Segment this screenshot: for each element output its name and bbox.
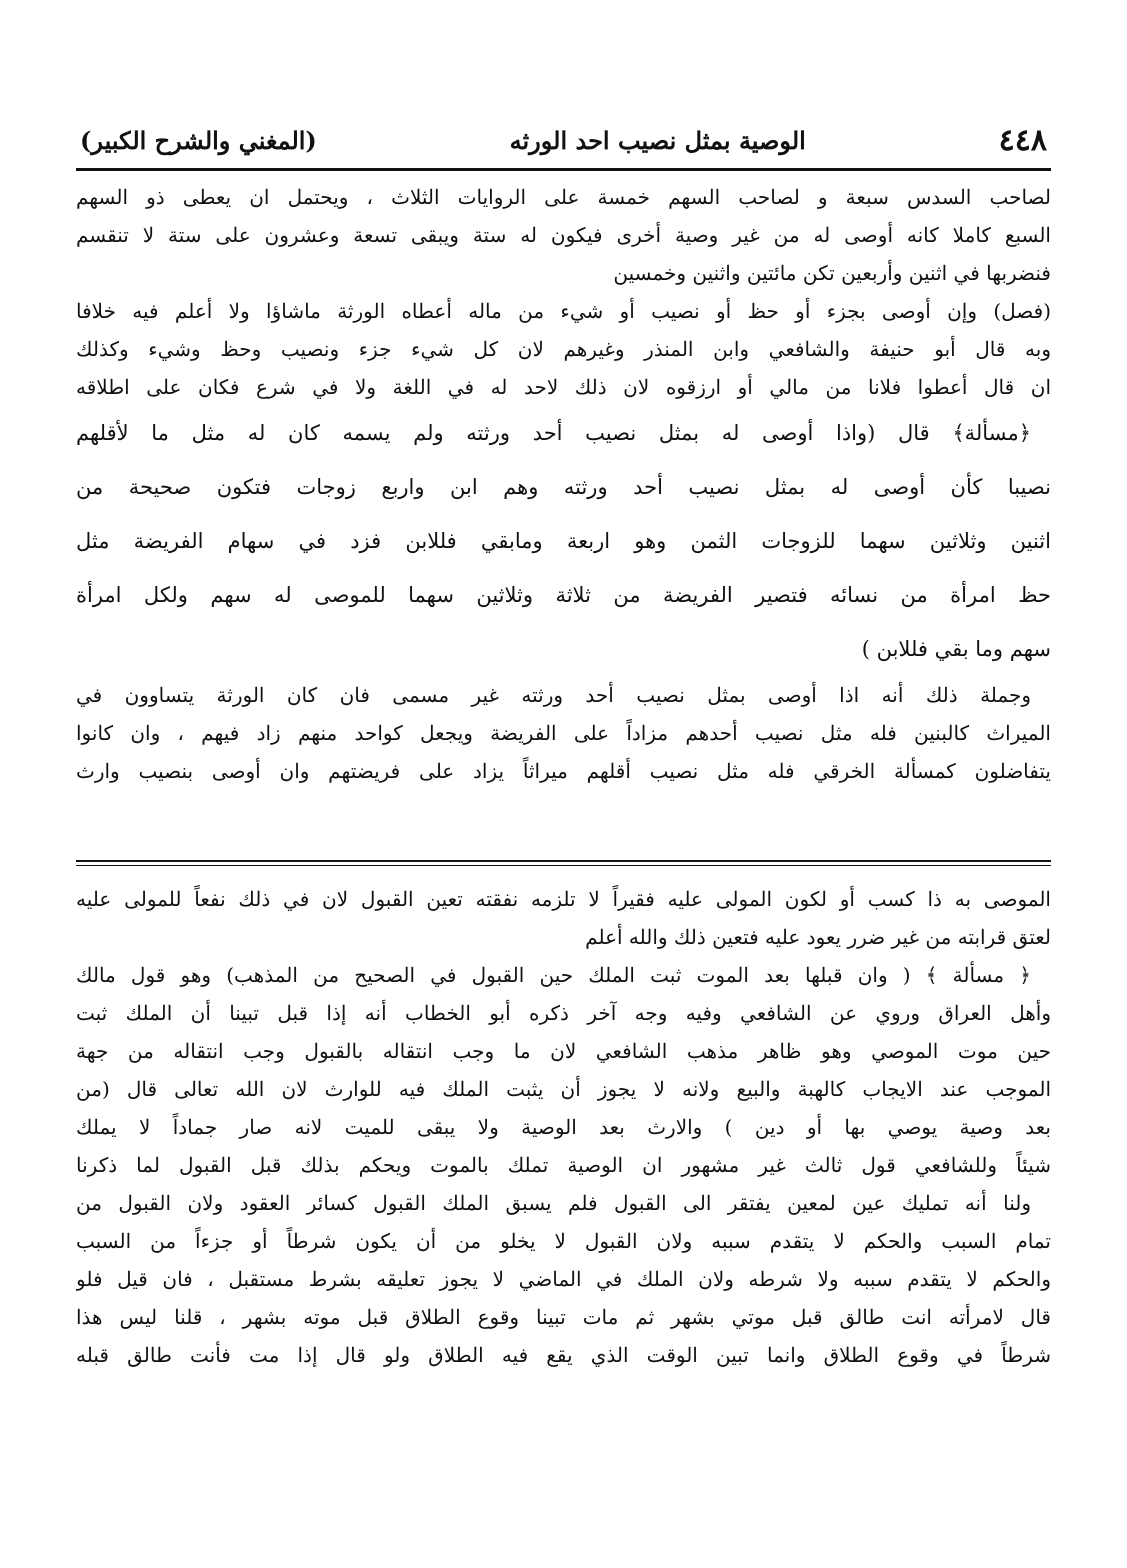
separator-line xyxy=(76,860,1051,862)
text-line: والحكم لا يتقدم سببه ولا شرطه ولان الملك في الماضي لا يجوز تعليقه بشرط مستقبل ، فان قيل فلو xyxy=(76,1267,1051,1291)
text-line: حين موت الموصي وهو ظاهر مذهب الشافعي لان ما وجب انتقاله بالقبول وجب انتقاله من جهة xyxy=(76,1039,1051,1063)
text-line: ﴿ مسألة ﴾ ( وان قبلها بعد الموت ثبت الملك حين القبول في الصحيح من المذهب) وهو قول مالك xyxy=(76,963,1031,987)
page-header xyxy=(80,118,1047,162)
text-line: وأهل العراق وروي عن الشافعي وفيه وجه آخر ذكره أبو الخطاب أنه إذا قبل تبينا أن الملك ثبت xyxy=(76,1001,1051,1025)
book-title: (المغني والشرح الكبير) xyxy=(80,125,317,155)
text-line: حظ امرأة من نسائه فتصير الفريضة من ثلاثة وثلاثين سهما للموصى له سهم ولكل امرأة xyxy=(76,583,1051,607)
text-line: ولنا أنه تمليك عين لمعين يفتقر الى القبول فلم يسبق الملك القبول كسائر العقود ولان القبول من xyxy=(76,1191,1031,1215)
text-line: تمام السبب والحكم لا يتقدم سببه ولان القبول لا يخلو من أن يكون شرطاً أو جزءاً من السبب xyxy=(76,1229,1051,1253)
text-line: فنضربها في اثنين وأربعين تكن مائتين واثنين وخمسين xyxy=(613,261,1051,285)
text-line: وجملة ذلك أنه اذا أوصى بمثل نصيب أحد ورثته غير مسمى فان كان الورثة يتساوون في xyxy=(76,683,1031,707)
text-line: لعتق قرابته من غير ضرر يعود عليه فتعين ذلك والله أعلم xyxy=(585,925,1051,949)
text-line: وبه قال أبو حنيفة والشافعي وابن المنذر وغيرهم لان كل شيء جزء ونصيب وحظ وشيء وكذلك xyxy=(76,337,1051,361)
running-title: الوصية بمثل نصيب احد الورثه xyxy=(509,125,806,155)
text-line: الميراث كالبنين فله مثل نصيب أحدهم مزاداً على الفريضة ويجعل كواحد منهم زاد فيهم ، وان كانوا xyxy=(76,721,1051,745)
header-rule xyxy=(76,168,1051,171)
section-separator xyxy=(76,860,1051,866)
text-line: الموجب عند الايجاب كالهبة والبيع ولانه لا يجوز أن يثبت الملك فيه للوارث لان الله تعالى قال (من xyxy=(76,1077,1051,1101)
text-line: لصاحب السدس سبعة و لصاحب السهم خمسة على الروايات الثلاث ، ويحتمل ان يعطى ذو السهم xyxy=(76,185,1051,209)
page-number: ٤٤٨ xyxy=(998,122,1047,158)
text-line: اثنين وثلاثين سهما للزوجات الثمن وهو اربعة ومابقي فللابن فزد في سهام الفريضة مثل xyxy=(76,529,1051,553)
text-line: نصيبا كأن أوصى له بمثل نصيب أحد ورثته وهم ابن واربع زوجات فتكون صحيحة من xyxy=(76,475,1051,499)
text-line: شيئاً وللشافعي قول ثالث غير مشهور ان الوصية تملك بالموت ويحكم بذلك قبل القبول لما ذكرنا xyxy=(76,1153,1051,1177)
separator-line xyxy=(76,865,1051,866)
text-line: ﴿مسألة﴾ قال (واذا أوصى له بمثل نصيب أحد ورثته ولم يسمه كان له مثل ما لأقلهم xyxy=(76,421,1031,445)
text-line: قال لامرأته انت طالق قبل موتي بشهر ثم مات تبينا وقوع الطلاق قبل موته بشهر ، قلنا ليس هذا xyxy=(76,1305,1051,1329)
text-line: يتفاضلون كمسألة الخرقي فله مثل نصيب أقلهم ميراثاً يزاد على فريضتهم وان أوصى بنصيب وارث xyxy=(76,759,1051,783)
main-text xyxy=(76,178,1051,790)
text-line: سهم وما بقي فللابن ) xyxy=(861,637,1051,661)
commentary-text xyxy=(76,880,1051,1374)
text-line: (فصل) وإن أوصى بجزء أو حظ أو نصيب أو شيء من ماله أعطاه الورثة ماشاؤا ولا أعلم فيه خلافا xyxy=(76,299,1051,323)
text-line: ان قال أعطوا فلانا من مالي أو ارزقوه لان ذلك لاحد له في اللغة ولا في شرع فكان على اطلاقه xyxy=(76,375,1051,399)
text-line: شرطاً في وقوع الطلاق وانما تبين الوقت الذي يقع فيه الطلاق ولو قال إذا مت فأنت طالق قبله xyxy=(76,1343,1051,1367)
text-line: الموصى به ذا كسب أو لكون المولى عليه فقيراً لا تلزمه نفقته تعين القبول لان في ذلك نفعاً للمولى عليه xyxy=(76,887,1051,911)
text-line: بعد وصية يوصي بها أو دين ) والارث بعد الوصية ولا يبقى للميت لانه صار جماداً لا يملك xyxy=(76,1115,1051,1139)
text-line: السبع كاملا كانه أوصى له من غير وصية أخرى فيكون له ستة ويبقى تسعة وعشرون على ستة لا تنقسم xyxy=(76,223,1051,247)
